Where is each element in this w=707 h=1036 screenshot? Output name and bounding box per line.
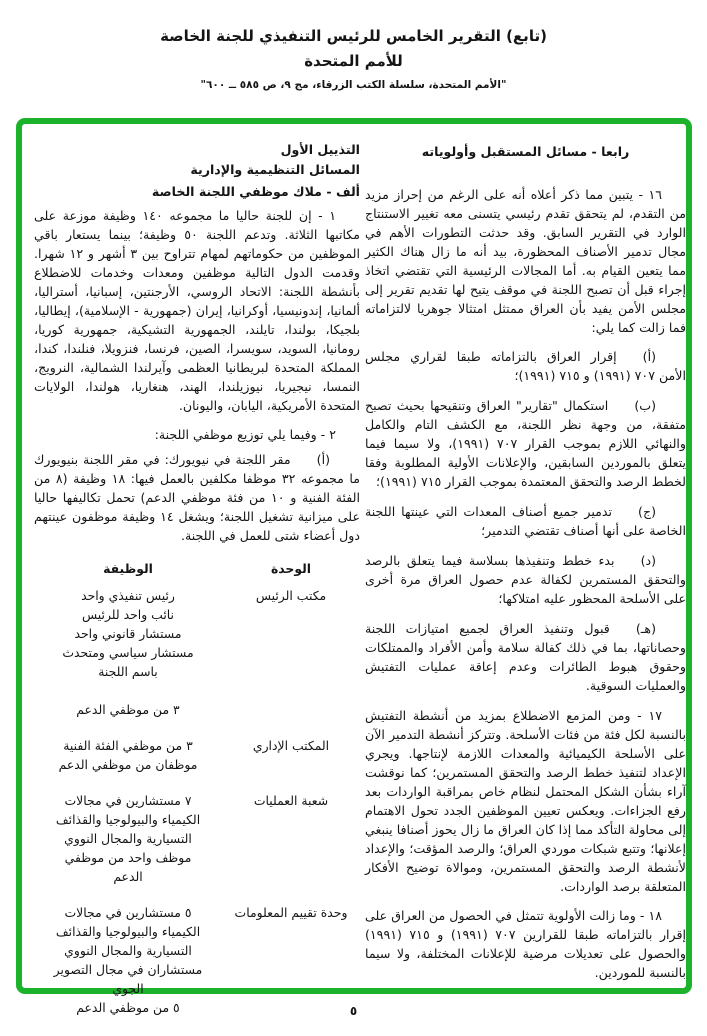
position-line: ٣ من موظفي الفئة الفنية [63, 738, 193, 753]
table-row-admin-office [34, 736, 360, 774]
position-line: الدعم [113, 869, 143, 884]
table-header-row [34, 559, 360, 578]
list-item-text: تدمير جميع أصناف المعدات التي عينتها اللجنة الخاصة على أنها أصناف تقتضي التدمير؛ [365, 504, 686, 538]
position-list [34, 736, 222, 774]
list-marker: (ب) [634, 398, 656, 413]
subsection-heading-staffing: ألف - ملاك موظفي اللجنة الخاصة [151, 184, 360, 199]
list-marker: (أ) [642, 349, 656, 364]
unit-name: شعبة العمليات [253, 793, 329, 808]
table-row-operations-division [34, 791, 360, 886]
list-item-text: إقرار العراق بالتزاماته طبقا لقراري مجلس الأمن ٧٠٧ (١٩٩١) و ٧١٥ (١٩٩١)؛ [365, 349, 686, 383]
list-marker: (هـ) [635, 621, 656, 636]
right-column [365, 142, 686, 992]
list-marker: (أ) [316, 452, 330, 467]
unit-name: مكتب الرئيس [255, 588, 327, 603]
position-line: نائب واحد للرئيس [81, 607, 174, 622]
content-border-frame [16, 118, 692, 1015]
page-number: ٥ [349, 1004, 358, 1018]
paragraph-2a [34, 450, 360, 545]
position-line: مستشار قانوني واحد [74, 626, 182, 641]
position-line: موظفان من موظفي الدعم [58, 757, 198, 772]
list-item-text: قبول وتنفيذ العراق لجميع امتيازات اللجنة وحصاناتها، بما في ذلك كفالة سلامة وأمن الأفراد والممتلكات وحقوق هبوط الطائرات وعدم إعاقة عمليات التفتيش والعمليات السوقية. [365, 621, 686, 693]
position-line: موظف واحد من موظفي [64, 850, 192, 865]
list-item-c [365, 502, 686, 540]
position-line: ٥ مستشارين في مجالات [64, 905, 192, 920]
position-column-header: الوظيفة [103, 561, 153, 576]
section-heading-future-issues: رابعا - مسائل المستقبل وأولوياته [421, 144, 630, 159]
paragraph-2: ٢ - وفيما يلي توزيع موظفي اللجنة: [154, 427, 336, 442]
left-column [34, 140, 360, 1034]
position-line: ٥ من موظفي الدعم [76, 1000, 180, 1015]
position-line: مستشار سياسي ومتحدث [62, 645, 194, 660]
list-item-text: استكمال "تقارير" العراق وتنقيحها بحيث تصبح متفقة، من وجهة نظر اللجنة، مع الكشف التام والكامل والنهائي اللازم بموجب القرار ٧٠٧ (١٩٩١)، ولا سيما فيما يتعلق بالموردين السابقين، والإعلانات الأولية المطلوبة وفقا لخطط الرصد والتحقق المعتمدة بموجب القرار ٧١٥ (١٩٩١)؛ [365, 398, 686, 489]
table-row-chairman-office [34, 586, 360, 719]
list-item-text: مقر اللجنة في نيويورك: في مقر اللجنة بنيويورك ما مجموعه ٣٢ موظفا مكلفين بالعمل فيها: ١٨ وظيفة (٨ من الفئة الفنية و ١٠ من فئة موظفي الدعم) تحمل تكاليفها حاليا على ميزانية تشغيل اللجنة؛ ويشغل ١٤ وظيفة موظفون عينتهم دول أعضاء شتى للعمل في اللجنة. [34, 452, 360, 543]
position-line: الكيمياء والبيولوجيا والقذائف [55, 924, 201, 939]
appendix-heading: التذييل الأول [280, 142, 360, 157]
unit-name: وحدة تقييم المعلومات [234, 905, 348, 920]
paragraph-1: ١ - إن للجنة حاليا ما مجموعه ١٤٠ وظيفة موزعة على مكاتبها الثلاثة. وتدعم اللجنة ٥٠ وظيفة؛ بينما يستعار باقي الموظفين من حكوماتهم لمهام تتراوح بين ٣ أشهر و ١٢ شهرا. وقدمت الدول التالية موظفين ومعدات وخدمات للاضطلاع بأنشطة اللجنة: الاتحاد الروسي، الأرجنتين، إسبانيا، أستراليا، ألمانيا، إندونيسيا، أوكرانيا، إيران (جمهورية - الإسلامية)، إيطاليا، بلجيكا، بولندا، تايلند، الجمهورية التشيكية، جمهورية كوريا، رومانيا، السويد، سويسرا، الصين، فرنسا، فنزويلا، فنلندا، كندا، المملكة المتحدة لبريطانيا العظمى وآيرلندا الشمالية، النرويج، النمسا، نيجيريا، نيوزيلندا، الهند، هنغاريا، هولندا، الولايات المتحدة الأمريكية، اليابان، واليونان. [34, 208, 360, 413]
list-item-e [365, 619, 686, 695]
position-line: التسيارية والمجال النووي [64, 943, 192, 958]
paragraph-17: ١٧ - ومن المزمع الاضطلاع بمزيد من أنشطة التفتيش بالنسبة لكل فئة من فئات الأسلحة. وتتركز أنشطة التدمير الآن على الأسلحة الكيميائية والمعدات اللازمة لإنتاجها. ويجري الإعداد لتنفيذ خطط الرصد والتحقق المستمرين؛ كما نوقشت آراء بشأن الشكل المحتمل لنظام خاص بمراقبة الواردات بعد رفع الجزاءات. ويعكس تعيين الموظفين الجدد تحول الاهتمام إلى محاولة التأكد مما إذا كان العراق ما زال يحوز أصنافا ينبغي إعلانها؛ وتتبع شبكات موردي العراق؛ والرصد المؤقت؛ والإعداد لأنشطة الرصد والتحقق المستمرين، وموالاة توضيح الأفكار المتعلقة برصد الواردات. [365, 708, 686, 894]
page-title: (تابع) التقرير الخامس للرئيس التنفيذي للجنة الخاصة [160, 27, 547, 45]
position-line: باسم اللجنة [98, 664, 158, 679]
position-list [34, 903, 222, 1017]
position-line: ٣ من موظفي الدعم [76, 702, 180, 717]
document-header [0, 26, 707, 91]
table-row-information-assessment-unit [34, 903, 360, 1017]
position-line: ٧ مستشارين في مجالات [64, 793, 192, 808]
page-subtitle: للأمم المتحدة [304, 51, 403, 70]
unit-column-header: الوحدة [270, 561, 312, 576]
paragraph-16: ١٦ - يتبين مما ذكر أعلاه أنه على الرغم من إحراز مزيد من التقدم، لم يتحقق تقدم رئيسي يتسنى معه تغيير الاستنتاج الوارد في التقرير السابق. وقد حدثت التطورات الأهم في مجال تدمير الأصناف المحظورة، بيد أنه ما زال هناك الكثير مما يتعين القيام به. أما المجالات الرئيسية التي تقتضي اتخاذ إجراء قبل أن تصبح اللجنة في موقف يتيح لها تقديم تقرير إلى مجلس الأمن يفيد بأن العراق ممتثل امتثالا جوهريا لالتزاماته فما زالت كما يلي: [365, 187, 686, 335]
position-line: رئيس تنفيذي واحد [81, 588, 175, 603]
position-list [34, 791, 222, 886]
position-list [34, 586, 222, 719]
position-line: الجوي [112, 981, 144, 996]
paragraph-18: ١٨ - وما زالت الأولوية تتمثل في الحصول من العراق على إقرار بالتزاماته طبقا للقرارين ٧٠٧ (١٩٩١) و ٧١٥ (١٩٩١) والحصول على تعديلات مرضية للإعلانات المختلفة، ولا سيما بالنسبة للموردين. [365, 908, 686, 980]
section-heading-admin: المسائل التنظيمية والإدارية [190, 162, 360, 177]
source-citation: "الأمم المتحدة، سلسلة الكتب الزرقاء، مج ٩، ص ٥٨٥ ــ ٦٠٠" [200, 79, 507, 92]
unit-name: المكتب الإداري [252, 738, 330, 753]
list-item-a [365, 347, 686, 385]
position-line: مستشاران في مجال التصوير [53, 962, 203, 977]
list-item-d [365, 551, 686, 608]
list-marker: (ج) [638, 504, 656, 519]
list-item-text: بدء خطط وتنفيذها بسلاسة فيما يتعلق بالرصد والتحقق المستمرين لكفالة عدم حصول العراق مرة أخرى على الأسلحة المحظور عليه امتلاكها؛ [365, 553, 686, 606]
list-item-b [365, 396, 686, 491]
staff-table [34, 559, 360, 1017]
list-marker: (د) [640, 553, 656, 568]
position-line: الكيمياء والبيولوجيا والقذائف [55, 812, 201, 827]
position-line: التسيارية والمجال النووي [64, 831, 192, 846]
